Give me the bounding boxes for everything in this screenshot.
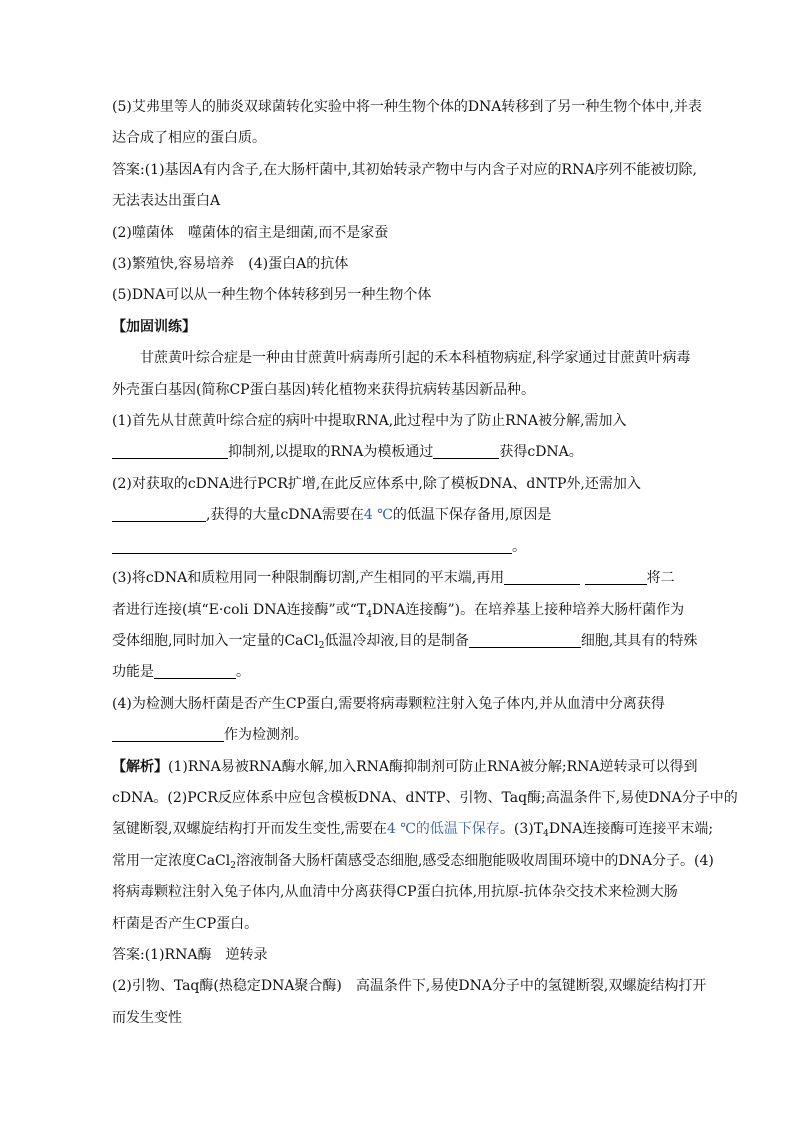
question-part-1: (1)首先从甘蔗黄叶综合症的病叶中提取RNA,此过程中为了防止RNA被分解,需加入 — [112, 413, 627, 430]
answer-line: (3)繁殖快,容易培养 (4)蛋白A的抗体 — [112, 256, 349, 273]
answer-blank — [154, 662, 236, 679]
answer-blank — [112, 442, 228, 459]
answer-blank — [585, 568, 647, 585]
question-part-3: 受体细胞,同时加入一定量的CaCl$_2$低温冷却液,目的是制备 细胞,其具有的特殊 — [112, 632, 698, 651]
answer-line: 答案:(1)RNA酶 逆转录 — [112, 946, 268, 963]
analysis-line: cDNA。(2)PCR反应体系中应包含模板DNA、dNTP、引物、Taq酶;高温条件下,易使DNA分子中的 — [112, 789, 738, 806]
analysis-line: 将病毒颗粒注射入兔子体内,从血清中分离获得CP蛋白抗体,用抗原-抗体杂交技术来检测大肠 — [112, 884, 678, 901]
analysis-line: 杆菌是否产生CP蛋白。 — [112, 915, 259, 932]
question-part-3: 者进行连接(填“E·coli DNA连接酶”或“$T_4DNA$连接酶”)。在培养基上接种培养大肠杆菌作为 — [112, 601, 685, 620]
section-heading: 【加固训练】 — [112, 318, 196, 335]
answer-line: 无法表达出蛋白A — [112, 193, 221, 210]
answer-line: 答案:(1)基因A有内含子,在大肠杆菌中,其初始转录产物中与内含子对应的RNA序列不能被切除, — [112, 161, 697, 178]
question-part-1: 抑制剂,以提取的RNA为模板通过 获得cDNA。 — [112, 437, 706, 468]
answer-blank — [469, 631, 581, 648]
question-stem: 外壳蛋白基因(简称CP蛋白基因)转化植物来获得抗病转基因新品种。 — [112, 381, 536, 398]
answer-blank — [112, 537, 512, 554]
answer-line: (5)DNA可以从一种生物个体转移到另一种生物个体 — [112, 287, 432, 304]
question-part-4: 作为检测剂。 — [112, 720, 706, 751]
answer-blank — [433, 442, 499, 459]
analysis-line: 氢键断裂,双螺旋结构打开而发生变性,需要在4 ℃的低温下保存。$(3)T_4DNA$连接酶可连接平末端; — [112, 821, 714, 840]
question-part-3: 功能是 。 — [112, 664, 250, 681]
answer-line: 而发生变性 — [112, 1009, 182, 1026]
text-line: (5)艾弗里等人的肺炎双球菌转化实验中将一种生物个体的DNA转移到了另一种生物个体中,并表 — [112, 99, 702, 115]
text-line: 达合成了相应的蛋白质。 — [112, 130, 266, 147]
document-page — [112, 92, 738, 1034]
answer-blank — [504, 568, 580, 585]
analysis-line: 【解析】(1)RNA易被RNA酶水解,加入RNA酶抑制剂可防止RNA被分解;RNA逆转录可以得到 — [112, 758, 698, 775]
question-part-2: ,获得的大量cDNA需要在4 ℃的低温下保存备用,原因是 — [112, 500, 706, 531]
question-part-2: 。 — [112, 532, 706, 563]
answer-line: (2)引物、Taq酶(热稳定DNA聚合酶) 高温条件下,易使DNA分子中的氢键断裂,双螺旋结构打开 — [112, 978, 707, 995]
question-part-2: (2)对获取的cDNA进行PCR扩增,在此反应体系中,除了模板DNA、dNTP外,还需加入 — [112, 475, 641, 492]
answer-blank — [112, 725, 224, 742]
analysis-line: 常用一定浓度CaCl$_2$溶液制备大肠杆菌感受态细胞,感受态细胞能吸收周围环境中的DNA分子。(4) — [112, 852, 714, 871]
answer-line: (2)噬菌体 噬菌体的宿主是细菌,而不是家蚕 — [112, 224, 389, 241]
answer-blank — [112, 505, 206, 522]
question-part-4: (4)为检测大肠杆菌是否产生CP蛋白,需要将病毒颗粒注射入兔子体内,并从血清中分离获得 — [112, 695, 665, 712]
question-part-3: (3)将cDNA和质粒用同一种限制酶切割,产生相同的平末端,再用 将二 — [112, 570, 675, 587]
question-stem: 甘蔗黄叶综合症是一种由甘蔗黄叶病毒所引起的禾本科植物病症,科学家通过甘蔗黄叶病毒 — [140, 350, 691, 367]
